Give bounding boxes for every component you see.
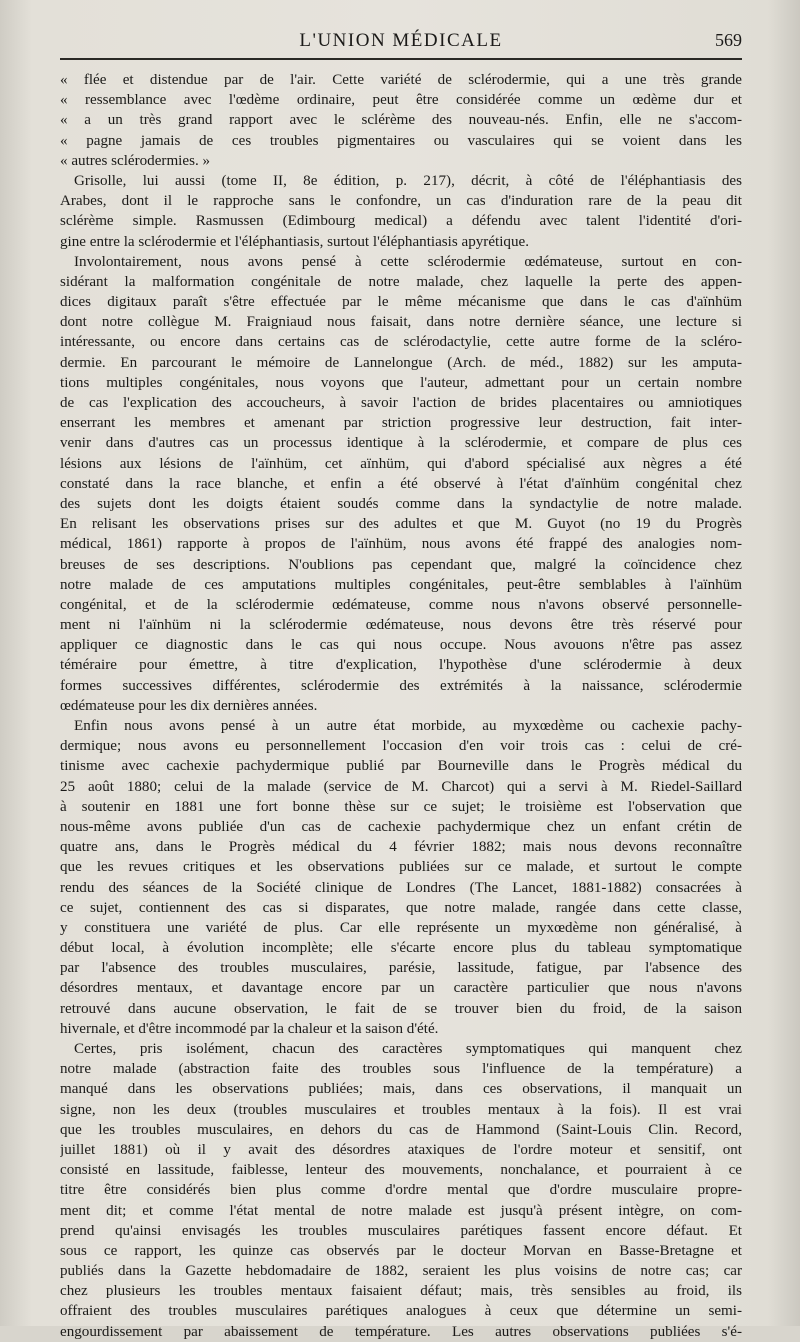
text-line: constaté dans la race blanche, et enfin a été observé à l'état d'aïnhüm congénital chez [60, 475, 742, 492]
text-line: tinisme avec cachexie pachydermique publié par Bourneville dans le Progrès médical du [60, 758, 742, 775]
text-line: retrouvé dans aucune observation, le fait de se trouver bien du froid, de la saison [60, 1000, 742, 1017]
text-line: début local, à évolution incomplète; elle s'écarte encore plus du tableau symptomatique [60, 940, 742, 957]
text-line: ment dit; et comme l'état mental de notre malade est jusqu'à présent intègre, on com- [60, 1202, 742, 1219]
text-line: consisté en lassitude, faiblesse, lenteur des mouvements, nonchalance, et pourraient à ce [60, 1162, 742, 1179]
text-line: titre être considérés bien plus comme d'ordre mental que d'ordre musculaire propre- [60, 1182, 742, 1199]
text-line: prend qu'ainsi envisagés les troubles musculaires parétiques fassent encore défaut. Et [60, 1222, 742, 1239]
text-line: breuses de ses descriptions. N'oublions pas cependant que, malgré la coïncidence chez [60, 556, 742, 573]
text-line: gine entre la sclérodermie et l'éléphantiasis, surtout l'éléphantiasis apyrétique. [60, 233, 529, 250]
text-line: dermique; nous avons eu personnellement l'occasion d'en voir trois cas : celui de cré- [60, 738, 742, 755]
text-line: Enfin nous avons pensé à un autre état morbide, au myxœdème ou cachexie pachy- [74, 718, 742, 734]
text-line: 25 août 1880; celui de la malade (service de M. Charcot) qui a servi à M. Riedel-Saillard [60, 778, 742, 795]
text-line: « flée et distendue par de l'air. Cette variété de sclérodermie, qui a une très grande [60, 72, 742, 88]
text-line: juillet 1881) où il y avait des désordres ataxiques de l'ordre moteur et sensitif, ont [60, 1141, 742, 1158]
text-line: Involontairement, nous avons pensé à cette sclérodermie œdémateuse, surtout en con- [74, 253, 742, 270]
text-line: sous ce rapport, les quinze cas observés par le docteur Morvan en Basse-Bretagne et [60, 1242, 742, 1259]
running-header [60, 30, 742, 54]
text-line: Grisolle, lui aussi (tome II, 8e édition, p. 217), décrit, à côté de l'éléphantiasis des [74, 172, 742, 189]
text-line: que les troubles musculaires, en dehors du cas de Hammond (Saint-Louis Clin. Record, [60, 1121, 742, 1138]
text-line: notre malade (abstraction faite des troubles sous l'influence de la température) a [60, 1061, 742, 1078]
text-line: « pagne jamais de ces troubles pigmentaires ou vasculaires qui se voient dans les [60, 132, 742, 149]
text-line: sidérant la malformation congénitale de notre malade, chez laquelle la perte des appen- [60, 273, 742, 290]
text-line: lésions aux lésions de l'aïnhüm, cet aïnhüm, qui d'abord spécialisé aux nègres a été [60, 455, 742, 472]
text-line: dermie. En parcourant le mémoire de Lannelongue (Arch. de méd., 1882) sur les amputa- [60, 354, 742, 371]
text-line: nous-même avons publiée d'un cas de cachexie pachydermique chez un enfant crétin de [60, 818, 742, 835]
text-line: dont notre collègue M. Fraigniaud nous faisait, dans notre dernière séance, une lecture si [60, 314, 742, 331]
text-line: « ressemblance avec l'œdème ordinaire, peut être considérée comme un œdème dur et [60, 92, 742, 109]
text-line: chez plusieurs les troubles mentaux faisaient défaut; mais, très sensibles au froid, ils [60, 1283, 742, 1300]
text-line: notre malade de ces amputations multiples congénitales, peut-être semblables à l'aïnhüm [60, 576, 742, 593]
text-line: Certes, pris isolément, chacun des caractères symptomatiques qui manquent chez [74, 1041, 742, 1057]
text-line: rendu des séances de la Société clinique de Londres (The Lancet, 1881-1882) consacrées à [60, 879, 742, 896]
text-line: désordres mentaux, et davantage encore par un caractère particulier que nous n'avons [60, 980, 742, 997]
text-line: manqué dans les observations publiées; mais, dans ces observations, il manquait un [60, 1081, 742, 1098]
page-number: 569 [715, 30, 742, 50]
text-line: signe, non les deux (troubles musculaires et troubles mentaux à la fois). Il est vrai [60, 1101, 742, 1118]
page-title: L'UNION MÉDICALE [299, 30, 503, 51]
text-line: à soutenir en 1881 une fort bonne thèse sur ce sujet; le troisième est l'observation que [60, 798, 742, 815]
text-line: quatre ans, dans le Progrès médical du 4 février 1882; mais nous devons reconnaître [60, 839, 742, 856]
text-line: Arabes, dont il le rapproche sans le confondre, un cas d'induration rare de la peau dit [60, 193, 742, 210]
text-line: ce sujet, contiennent des cas si disparates, que notre malade, rangée dans cette classe, [60, 899, 742, 916]
text-line: appliquer ce diagnostic dans le cas qui nous occupe. Nous avouons n'être pas assez [60, 637, 742, 654]
text-line: offraient des troubles musculaires parétiques analogues à ceux que détermine un semi- [60, 1303, 742, 1320]
text-line: œdémateuse pour les dix dernières années. [60, 697, 318, 714]
text-line: venir dans d'autres cas un processus identique à la sclérodermie, et compare de plus ces [60, 435, 742, 452]
text-line: y constituera une variété de plus. Car elle représente un myxœdème non généralisé, à [60, 919, 742, 936]
text-line: de cas l'explication des accoucheurs, à savoir l'action de brides placentaires ou amniotiques [60, 395, 742, 411]
text-line: congénital, et de la sclérodermie œdémateuse, comme nous n'avons observé personnelle- [60, 596, 742, 613]
text-line: publiés dans la Gazette hebdomadaire de 1882, seraient les plus voisins de notre cas; car [60, 1263, 742, 1280]
text-line: que les revues critiques et les observations publiées sur ce malade, et surtout le compte [60, 859, 742, 876]
text-line: « a un très grand rapport avec le sclérème des nouveau-nés. Enfin, elle ne s'accom- [60, 112, 742, 129]
text-line: « autres sclérodermies. » [60, 152, 211, 169]
text-line: des sujets dont les doigts étaient soudés comme dans la syndactylie de notre malade. [60, 495, 742, 512]
body-text [60, 70, 742, 1342]
text-line: sclérème simple. Rasmussen (Edimbourg medical) a défendu avec talent l'identité d'ori- [60, 213, 742, 230]
text-line: En relisant les observations prises sur des adultes et que M. Guyot (no 19 du Progrès [60, 516, 742, 533]
text-line: tions multiples congénitales, nous voyons que l'auteur, admettant pour un certain nombre [60, 374, 742, 391]
text-line: enserrant les membres et amenant par striction progressive leur destruction, fait inter- [60, 415, 742, 432]
text-line: téméraire pour émettre, à titre d'explication, l'hypothèse d'une sclérodermie à deux [60, 657, 742, 674]
text-line: ment ni l'aïnhüm ni la sclérodermie œdémateuse, nous devons être très réservé pour [60, 617, 742, 634]
header-rule [60, 58, 742, 60]
text-line: médical, 1861) rapporte à propos de l'aïnhüm, nous avons été frappé des analogies nom- [60, 536, 742, 553]
text-line: par l'absence des troubles musculaires, parésie, lassitude, fatigue, par l'absence des [60, 960, 742, 977]
text-line: dices digitaux paraît s'être effectuée par le même mécanisme que dans le cas d'aïnhüm [60, 294, 742, 311]
text-line: intéressante, ou encore dans certains cas de sclérodactylie, cette autre forme de la scléro- [60, 334, 742, 351]
text-line: hivernale, et d'être incommodé par la chaleur et la saison d'été. [60, 1020, 439, 1037]
text-line: formes successives différentes, sclérodermie des extrémités à la naissance, sclérodermie [60, 677, 742, 694]
text-line: engourdissement par abaissement de température. Les autres observations publiées s'é- [60, 1323, 742, 1340]
